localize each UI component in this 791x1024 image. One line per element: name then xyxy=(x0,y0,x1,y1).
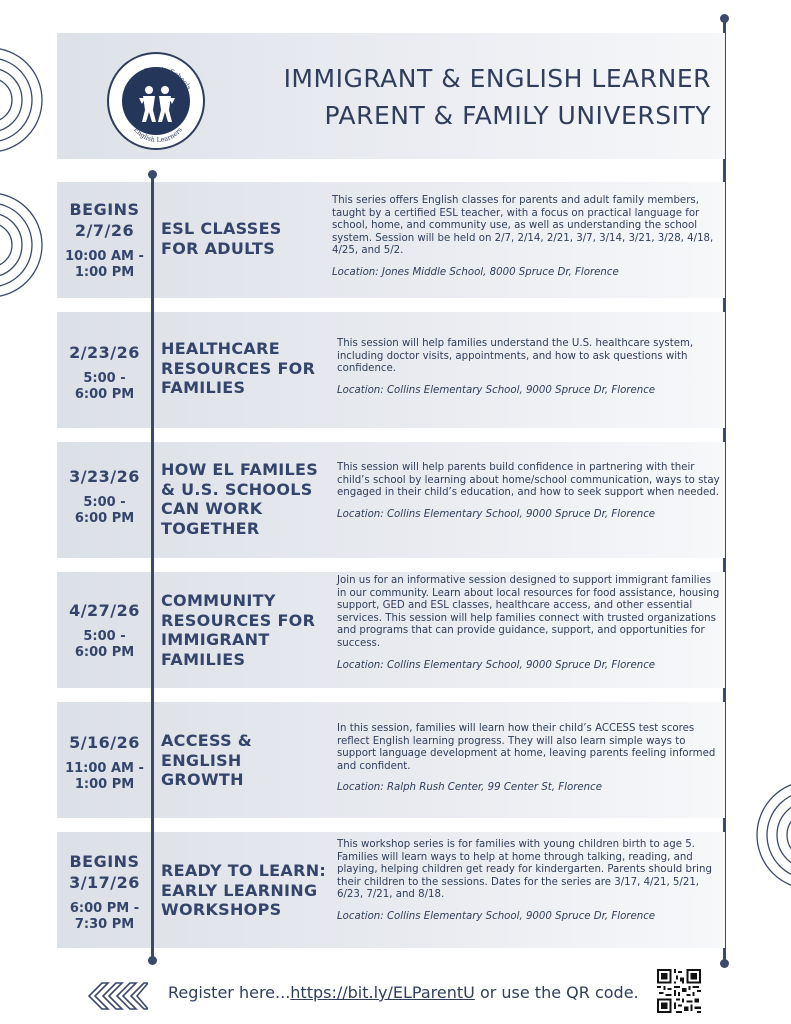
session-title: HEALTHCARE RESOURCES FOR FAMILIES xyxy=(161,339,316,397)
date-value: 3/23/26 xyxy=(69,467,140,486)
right-line-dot-top xyxy=(720,14,729,23)
date-value: 3/17/26 xyxy=(69,873,140,892)
register-suffix: or use the QR code. xyxy=(474,983,639,1002)
session-title: READY TO LEARN: EARLY LEARNING WORKSHOPS xyxy=(161,861,327,919)
register-text xyxy=(168,983,639,1002)
date-prefix: BEGINS xyxy=(69,852,140,871)
session-date xyxy=(57,342,152,403)
register-link[interactable]: https://bit.ly/ELParentU xyxy=(290,983,475,1002)
session-title: ACCESS & ENGLISH GROWTH xyxy=(161,731,253,789)
session-date xyxy=(57,199,152,281)
time-end: 1:00 PM xyxy=(74,265,135,280)
footer xyxy=(0,975,791,1015)
session-description-block xyxy=(337,462,720,521)
session-row xyxy=(57,312,725,428)
session-description: This session will help families understand the U.S. healthcare system, including doctor visits, appointments, and how to ask questions with confidence. xyxy=(337,338,694,375)
time-start: 5:00 - xyxy=(83,495,126,510)
qr-code-icon[interactable] xyxy=(657,969,701,1013)
timeline-dot-bottom xyxy=(148,956,157,965)
session-description: In this session, families will learn how their child’s ACCESS test scores reflect English learning progress. They will also learn simple ways to support language development at home, leaving parents feeling informed and confident. xyxy=(337,723,716,772)
session-location: Location: Collins Elementary School, 9000 Spruce Dr, Florence xyxy=(337,659,656,671)
title-line-2: PARENT & FAMILY UNIVERSITY xyxy=(324,101,711,130)
session-location: Location: Collins Elementary School, 9000 Spruce Dr, Florence xyxy=(337,384,656,396)
session-date xyxy=(57,600,152,661)
session-title: HOW EL FAMILES & U.S. SCHOOLS CAN WORK TOGETHER xyxy=(161,460,319,538)
timeline-dot-top xyxy=(148,170,157,179)
time-end: 7:30 PM xyxy=(74,917,135,932)
logo-text-bottom: English Learners xyxy=(132,125,184,145)
time-end: 6:00 PM xyxy=(74,387,135,402)
date-value: 2/7/26 xyxy=(74,221,135,240)
time-end: 6:00 PM xyxy=(74,645,135,660)
decorative-circles-right xyxy=(731,765,791,905)
session-date xyxy=(57,851,152,933)
time-end: 6:00 PM xyxy=(74,511,135,526)
logo-text-top: Boone County Schools xyxy=(123,64,193,92)
time-start: 10:00 AM - xyxy=(65,249,144,264)
session-title: COMMUNITY RESOURCES FOR IMMIGRANT FAMILIES xyxy=(161,591,316,669)
timeline-line xyxy=(151,175,154,961)
session-title: ESL CLASSES FOR ADULTS xyxy=(161,219,282,258)
session-date xyxy=(57,732,152,793)
session-description: This workshop series is for families with young children birth to age 5. Families will learn ways to help at home through talking, reading, and playing, helping children get ready for kindergarten. Parents should bring their children to the sessions. Dates for the series are 3/17, 4/21, 5/21, 6/23, 7/21, and 8/18. xyxy=(337,839,712,901)
decorative-circles-left xyxy=(0,185,60,315)
session-description-block xyxy=(332,195,715,280)
session-date xyxy=(57,466,152,527)
time-start: 11:00 AM - xyxy=(65,761,144,776)
time-start: 6:00 PM - xyxy=(69,901,140,916)
session-row xyxy=(57,572,725,688)
date-prefix: BEGINS xyxy=(69,200,140,219)
session-description-block xyxy=(337,723,720,795)
session-location: Location: Collins Elementary School, 9000 Spruce Dr, Florence xyxy=(337,910,656,922)
session-row xyxy=(57,832,725,948)
logo-figures-icon xyxy=(109,54,207,152)
svg-text:Boone County Schools xyxy=(123,65,192,91)
right-line-dot-bottom xyxy=(720,959,729,968)
date-value: 2/23/26 xyxy=(69,343,140,362)
session-location: Location: Jones Middle School, 8000 Spruce Dr, Florence xyxy=(332,266,619,278)
session-row xyxy=(57,702,725,818)
date-value: 5/16/26 xyxy=(69,733,140,752)
session-description: Join us for an informative session designed to support immigrant families in our community. Learn about local resources for food assistance, housing support, GED and ESL classes, healthcare access, and other essential services. This session will help families connect with trusted organizations and programs that can provide guidance, support, and opportunities for success. xyxy=(337,575,720,649)
session-row xyxy=(57,442,725,558)
time-end: 1:00 PM xyxy=(74,777,135,792)
session-description: This session will help parents build confidence in partnering with their child’s school by learning about home/school communication, ways to stay engaged in their child’s education, and how to seek support when needed. xyxy=(337,462,720,499)
session-location: Location: Collins Elementary School, 9000 Spruce Dr, Florence xyxy=(337,508,656,520)
session-description-block xyxy=(337,575,720,672)
session-description-block xyxy=(337,839,720,924)
time-start: 5:00 - xyxy=(83,371,126,386)
decorative-circles-top-left xyxy=(0,40,60,190)
date-value: 4/27/26 xyxy=(69,601,140,620)
register-prefix: Register here... xyxy=(168,983,291,1002)
session-description-block xyxy=(337,338,720,397)
session-row xyxy=(57,182,725,298)
district-logo xyxy=(107,52,205,150)
page-title xyxy=(284,60,711,134)
title-line-1: IMMIGRANT & ENGLISH LEARNER xyxy=(283,64,711,93)
svg-text:English Learners xyxy=(132,126,184,144)
chevrons-left-icon xyxy=(86,981,148,1011)
time-start: 5:00 - xyxy=(83,629,126,644)
session-location: Location: Ralph Rush Center, 99 Center St, Florence xyxy=(337,782,602,794)
session-description: This series offers English classes for parents and adult family members, taught by a certified ESL teacher, with a focus on practical language for school, home, and community use, as well as understanding the school system. Session will be held on 2/7, 2/14, 2/21, 3/7, 3/14, 3/21, 3/28, 4/18, 4/25, and 5/2. xyxy=(332,195,714,257)
